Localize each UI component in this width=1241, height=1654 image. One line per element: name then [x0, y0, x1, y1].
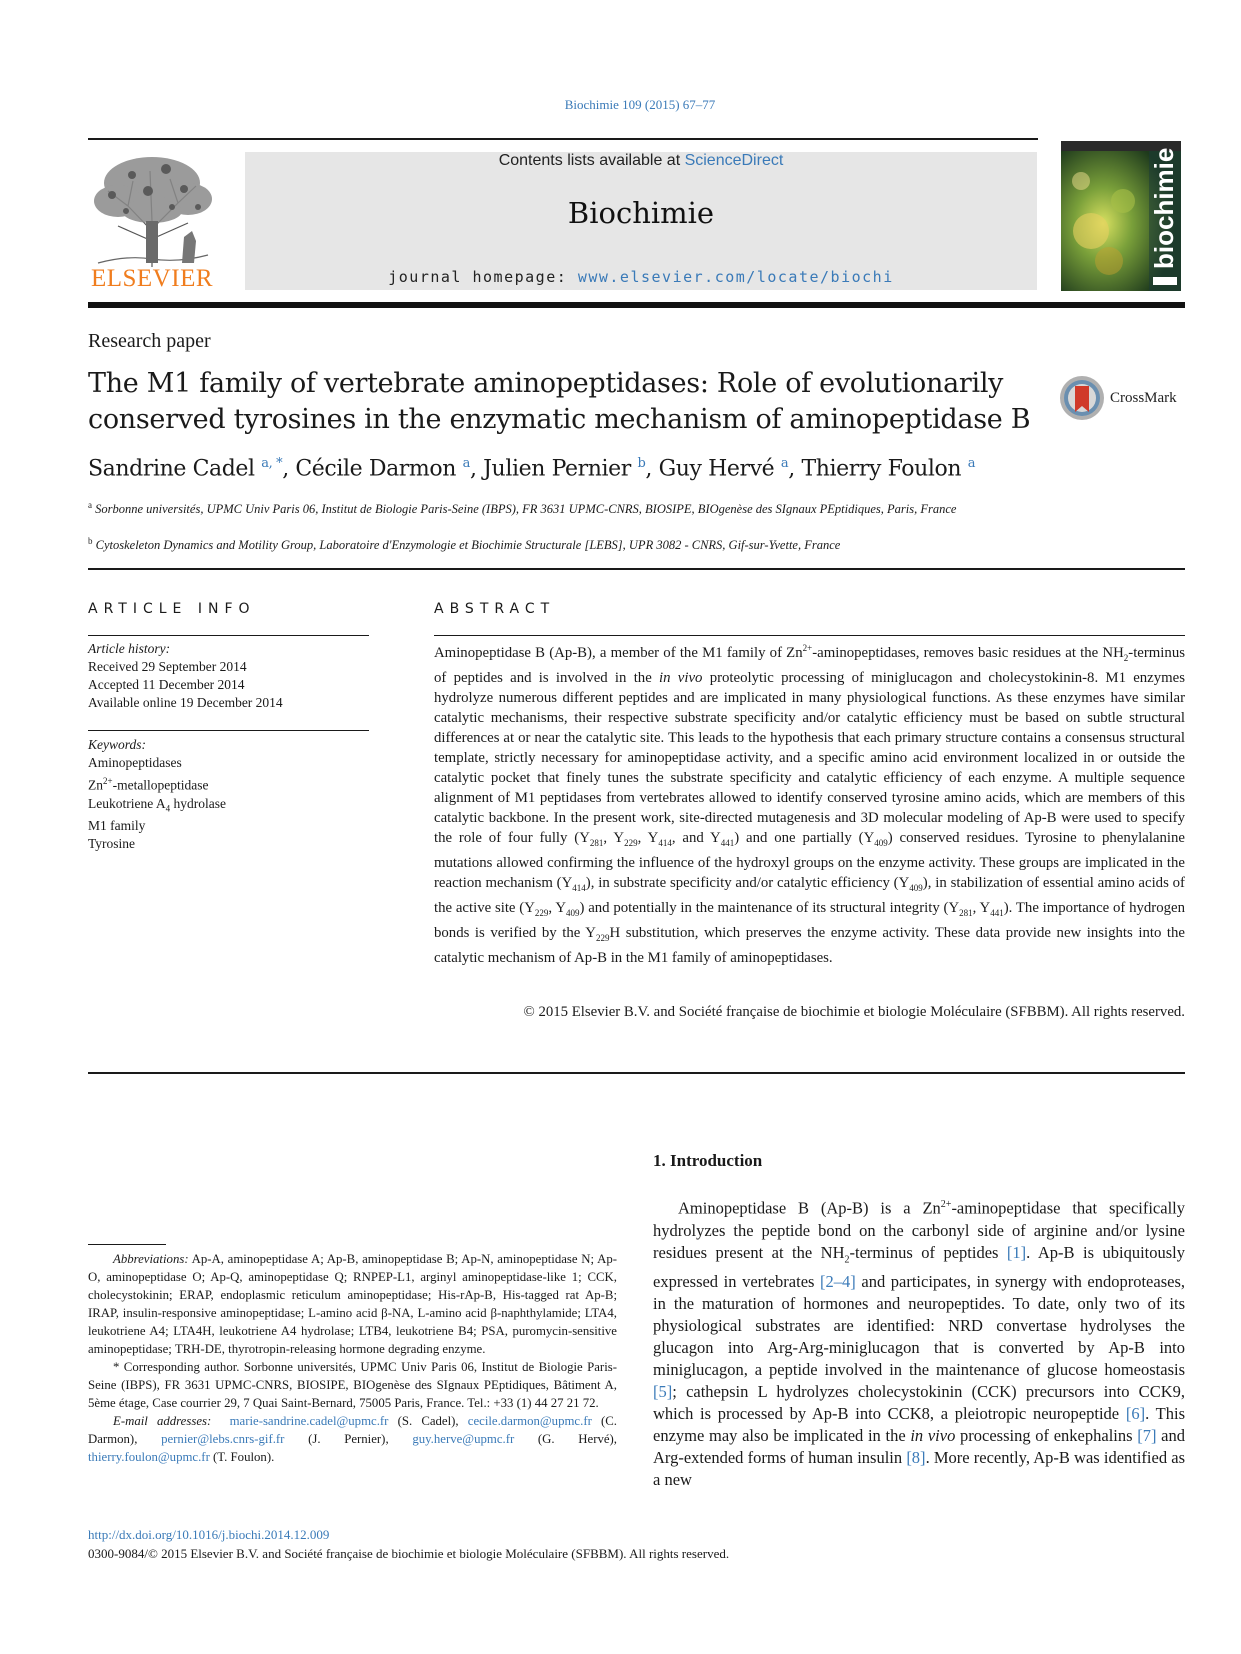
front-matter-end-rule — [88, 1072, 1185, 1074]
keywords-block — [88, 736, 378, 853]
article-info-rule — [88, 635, 369, 636]
author-affiliation-marker[interactable]: a — [967, 456, 976, 471]
keyword: $Zn^{2+}$-metallopeptidase — [88, 776, 209, 793]
keywords-rule — [88, 730, 369, 731]
email-footnote: E-mail addresses: marie-sandrine.cadel@upmc.fr (S. Cadel), cecile.darmon@upmc.fr (C. Darmon), pernier@lebs.cnrs-gif.fr (J. Pernier), guy.herve@upmc.fr (G. Hervé), thierry.foulon@upmc.fr (T. Foulon). — [88, 1414, 618, 1464]
footnotes — [88, 1250, 617, 1466]
abstract-copyright: © 2015 Elsevier B.V. and Société française de biochimie et biologie Moléculaire (SFBBM). All rights reserved. — [523, 1004, 1185, 1020]
sciencedirect-link[interactable]: ScienceDirect — [684, 152, 784, 169]
author-affiliation-marker[interactable]: a — [462, 456, 470, 471]
keywords-label: Keywords: — [88, 737, 146, 752]
author-list — [88, 456, 975, 481]
citation-link[interactable]: [8] — [906, 1447, 926, 1467]
elsevier-tree-icon — [88, 151, 216, 269]
introduction-heading: 1. Introduction — [653, 1151, 763, 1170]
introduction-text: Aminopeptidase B (Ap-B) is a $Zn^{2+}$-aminopeptidase that specifically hydrolyzes the peptide bond on the carbonyl side of arginine and/or lysine residues present at the $NH_2$-terminus of peptides [1]. Ap-B is ubiquitously expressed in vertebrates [2–4] and participates, in synergy with endoproteases, in the maturation of hormones and neuropeptides. To date, only two of its physiological substrates are identified: NRD convertase hydrolyses the glucagon into Arg-Arg-miniglucagon that is converted by Ap-B into miniglucagon, a peptide involved in the maintenance of glucose homeostasis [5]; cathepsin L hydrolyzes cholecystokinin (CCK) precursors into CCK9, which is processed by Ap-B into CCK8, a pleiotropic neuropeptide [6]. This enzyme may also be implicated in the in vivo processing of enkephalins [7] and Arg-extended forms of human insulin [8]. More recently, Ap-B was identified as a new — [653, 1198, 1186, 1489]
author-affiliation-marker[interactable]: b — [637, 456, 646, 471]
email-link[interactable]: guy.herve@upmc.fr — [412, 1432, 515, 1446]
citation-link[interactable]: [6] — [1125, 1403, 1146, 1423]
header-rule — [88, 138, 1038, 140]
journal-citation[interactable]: Biochimie 109 (2015) 67–77 — [564, 97, 716, 112]
author-name[interactable]: Thierry Foulon — [801, 456, 962, 482]
section-rule — [88, 568, 1185, 570]
abbreviations-label: Abbreviations: — [113, 1252, 189, 1266]
article-history — [88, 640, 378, 712]
citation-link[interactable]: [1] — [1006, 1242, 1027, 1262]
elsevier-logo[interactable] — [88, 151, 216, 293]
doi-link[interactable]: http://dx.doi.org/10.1016/j.biochi.2014.12.009 — [88, 1527, 330, 1542]
article-title: The M1 family of vertebrate aminopeptidases: Role of evolutionarily conserved tyrosines in the enzymatic mechanism of aminopeptidase B — [88, 368, 1031, 435]
cover-title: biochimie — [1149, 147, 1179, 269]
affiliation-text: Sorbonne universités, UPMC Univ Paris 06, Institut de Biologie Paris-Seine (IBPS), FR 3631 UPMC-CNRS, BIOSIPE, BIOgenèse des SIgnaux PEptidiques, Paris, France — [95, 502, 957, 517]
author-name[interactable]: Julien Pernier — [483, 456, 631, 482]
journal-masthead — [245, 152, 1037, 290]
abstract-text: Aminopeptidase B (Ap-B), a member of the M1 family of $Zn^{2+}$-aminopeptidases, removes basic residues at the $NH_2$-terminus of peptides and is involved in the in vivo proteolytic processing of miniglucagon and cholecystokinin-8. M1 enzymes hydrolyze numerous different peptides and are implicated in many physiological functions. As these enzymes have similar catalytic mechanisms, their respective substrate specificity and/or catalytic efficiency must be based on subtle structural differences at or near the catalytic site. This leads to the hypothesis that each primary structure contains a consensus structural template, strictly necessary for aminopeptidase activity, and a specific amino acid environment localized in or outside the catalytic pocket that finely tunes the substrate specificity and catalytic efficiency of each enzyme. A multiple sequence alignment of M1 peptidases from vertebrates allowed to identify conserved tyrosine amino acids, which are members of this catalytic backbone. In the present work, site-directed mutagenesis and 3D molecular modeling of Ap-B were used to specify the role of four fully ($Y_{281}$, $Y_{229}$, $Y_{414}$, and $Y_{441}$) and one partially $(Y_{409})$ conserved residues. Tyrosine to phenylalanine mutations allowed confirming the influence of the hydroxyl groups on the enzyme activity. These groups are implicated in the reaction mechanism $(Y_{414})$, in substrate specificity and/or catalytic efficiency $(Y_{409})$, in stabilization of essential amino acids of the active site ($Y_{229}$, $Y_{409}$) and potentially in the maintenance of its structural integrity ($Y_{281}$, $Y_{441}$). The importance of hydrogen bonds is verified by the $Y_{229}H$ substitution, which preserves the enzyme activity. These data provide new insights into the catalytic mechanism of Ap-B in the M1 family of aminopeptidases. — [434, 643, 1185, 966]
citation-link[interactable]: [2–4] — [820, 1271, 856, 1291]
author-separator: , — [469, 456, 484, 482]
keyword: Tyrosine — [88, 836, 136, 852]
email-link[interactable]: pernier@lebs.cnrs-gif.fr — [161, 1432, 285, 1446]
crossmark-icon — [1058, 374, 1106, 422]
corresponding-author-footnote: * Corresponding author. Sorbonne universités, UPMC Univ Paris 06, Institut de Biologie Paris-Seine (IBPS), FR 3631 UPMC-CNRS, BIOSIPE, BIOgenèse des SIgnaux PEptidiques, Bâtiment A, 5ème étage, Case courrier 29, 7 Quai Saint-Bernard, 75005 Paris, France. Tel.: +33 (1) 44 27 21 72. — [88, 1360, 617, 1410]
journal-cover-image[interactable] — [1061, 141, 1181, 291]
crossmark-badge[interactable] — [1058, 374, 1188, 422]
article-info-heading: ARTICLE INFO — [88, 601, 256, 617]
keyword: M1 family — [88, 818, 146, 834]
journal-name: Biochimie — [567, 196, 715, 230]
keyword: Leukotriene $A_4$ hydrolase — [88, 795, 226, 814]
affiliation-a — [88, 496, 1048, 518]
author-name[interactable]: Cécile Darmon — [295, 456, 456, 482]
author-name[interactable]: Guy Hervé — [658, 456, 775, 482]
article-type: Research paper — [88, 330, 211, 352]
abbreviations-text: Ap-A, aminopeptidase A; Ap-B, aminopeptidase B; Ap-N, aminopeptidase N; Ap-O, aminopeptidase O; Ap-Q, aminopeptidase Q; RNPEP-L1, arginyl aminopeptidase-like 1; CCK, cholecystokinin; ERAP, endoplasmic reticulum aminopeptidase; His-rAp-B, His-tagged rat Ap-B; IRAP, insulin-responsive aminopeptidase; L-amino acid β-NA, L-amino acid β-naphthylamide; LTA4, leukotriene A4; LTA4H, leukotriene A4 hydrolase; LTB4, leukotriene B4; PSA, puromycin-sensitive aminopeptidase; TRH-DE, thyrotropin-releasing hormone degrading enzyme. — [88, 1252, 617, 1356]
author-name[interactable]: Sandrine Cadel — [88, 456, 255, 482]
citation-link[interactable]: [5] — [653, 1381, 673, 1401]
abstract-rule — [434, 635, 1185, 636]
author-separator: , — [645, 456, 659, 482]
author-affiliation-marker[interactable]: a — [780, 456, 789, 471]
affiliation-key: b — [88, 536, 93, 546]
cover-art-icon — [1061, 141, 1181, 291]
history-label: Article history: — [88, 641, 171, 656]
email-link[interactable]: marie-sandrine.cadel@upmc.fr — [229, 1414, 389, 1428]
homepage-line — [245, 268, 1037, 286]
citation-link[interactable]: [7] — [1137, 1425, 1157, 1445]
email-label: E-mail addresses: — [113, 1414, 212, 1428]
homepage-link[interactable]: www.elsevier.com/locate/biochi — [577, 268, 894, 286]
masthead-bottom-rule — [88, 302, 1185, 308]
issn-copyright: 0300-9084/© 2015 Elsevier B.V. and Société française de biochimie et biologie Moléculaire (SFBBM). All rights reserved. — [88, 1546, 730, 1561]
email-link[interactable]: cecile.darmon@upmc.fr — [467, 1414, 592, 1428]
abbreviations-footnote — [88, 1250, 617, 1358]
author-separator: , — [282, 456, 296, 482]
abstract-heading: ABSTRACT — [434, 601, 556, 617]
keyword: Aminopeptidases — [88, 755, 182, 770]
footnote-rule — [88, 1244, 166, 1245]
contents-line — [245, 152, 1037, 170]
elsevier-wordmark: ELSEVIER — [90, 265, 214, 292]
homepage-prefix: journal homepage: — [388, 268, 578, 286]
history-received: Received 29 September 2014 — [88, 659, 247, 674]
affiliation-text: Cytoskeleton Dynamics and Motility Group, Laboratoire d'Enzymologie et Biochimie Structurale [LEBS], UPR 3082 - CNRS, Gif-sur-Yvette, France — [95, 538, 841, 553]
contents-prefix: Contents lists available at — [498, 152, 685, 169]
author-separator: , — [788, 456, 802, 482]
affiliation-b — [88, 532, 1048, 554]
affiliation-key: a — [88, 500, 92, 510]
history-accepted: Accepted 11 December 2014 — [88, 677, 245, 692]
crossmark-label: CrossMark — [1110, 390, 1177, 406]
history-online: Available online 19 December 2014 — [88, 695, 283, 710]
email-link[interactable]: thierry.foulon@upmc.fr — [88, 1450, 210, 1464]
author-affiliation-marker[interactable]: a, * — [261, 456, 283, 471]
